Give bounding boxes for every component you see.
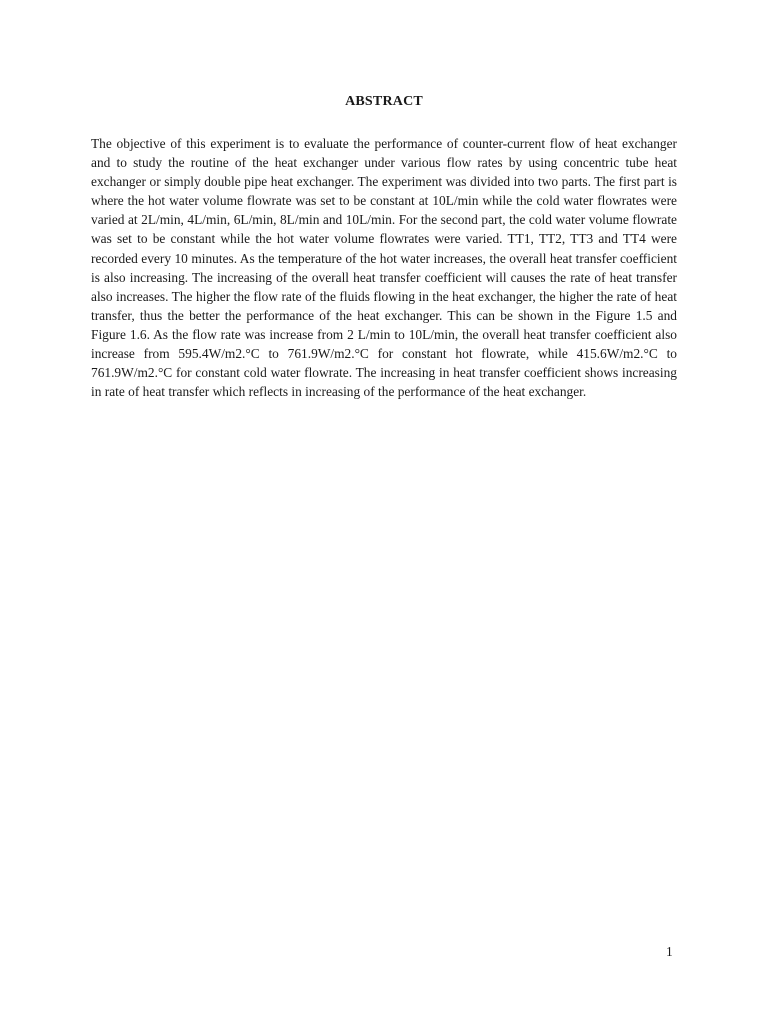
- page-number: 1: [666, 944, 673, 959]
- abstract-heading: ABSTRACT: [345, 94, 423, 109]
- abstract-paragraph: The objective of this experiment is to evaluate the performance of counter-current flow of heat exchanger and to study the routine of the heat exchanger under various flow rates by using concentric tube heat exchanger or simply double pipe heat exchanger. The experiment was divided into two parts. The first part is where the hot water volume flowrate was set to be constant at 10L/min while the cold water flowrates were varied at 2L/min, 4L/min, 6L/min, 8L/min and 10L/min. For the second part, the cold water volume flowrate was set to be constant while the hot water volume flowrates were varied. TT1, TT2, TT3 and TT4 were recorded every 10 minutes. As the temperature of the hot water increases, the overall heat transfer coefficient is also increasing. The increasing of the overall heat transfer coefficient will causes the rate of heat transfer also increases. The higher the flow rate of the fluids flowing in the heat exchanger, the higher the rate of heat transfer, thus the better the performance of the heat exchanger. This can be shown in the Figure 1.5 and Figure 1.6. As the flow rate was increase from 2 L/min to 10L/min, the overall heat transfer coefficient also increase from 595.4W/m2.°C to 761.9W/m2.°C for constant hot flowrate, while 415.6W/m2.°C to 761.9W/m2.°C for constant cold water flowrate. The increasing in heat transfer coefficient shows increasing in rate of heat transfer which reflects in increasing of the performance of the heat exchanger.: [91, 136, 677, 400]
